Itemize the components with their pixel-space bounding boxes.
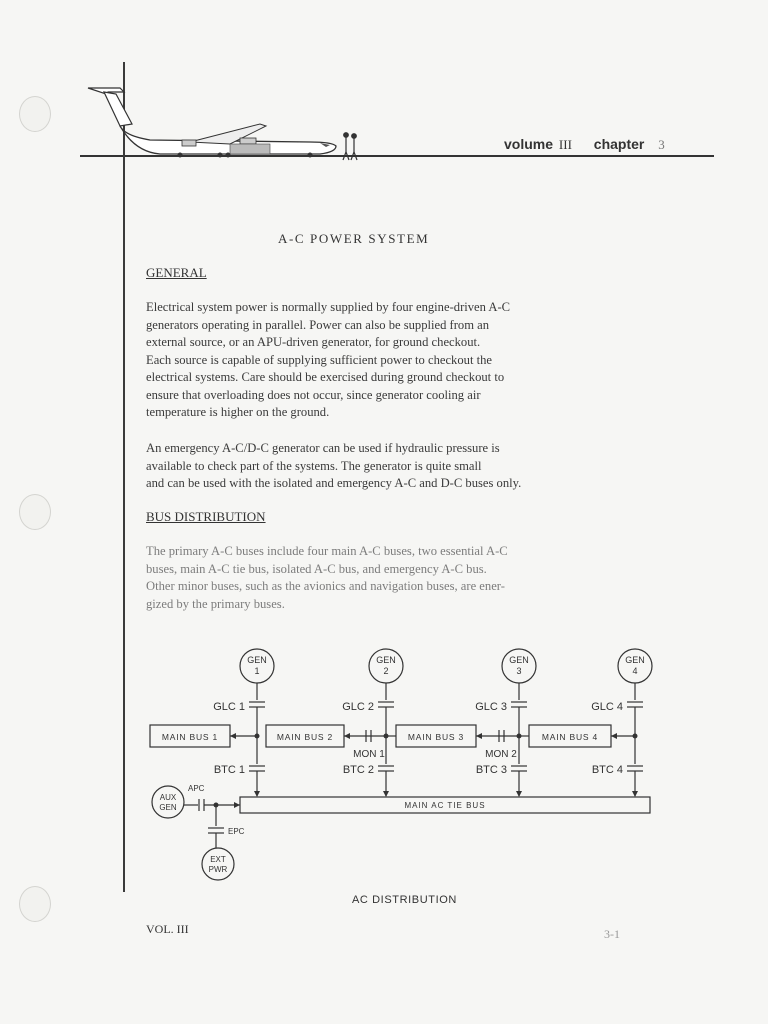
binder-hole-bottom [19,886,51,922]
gen-label-1-top: GEN [247,655,267,665]
gen-label-2-num: 2 [383,666,389,676]
aux-gen-label-top: AUX [159,793,177,802]
mon-label-2: MON 2 [485,749,517,760]
footer-page-number: 3-1 [604,927,620,941]
main-bus-label-1: MAIN BUS 1 [161,732,219,742]
btc-label-3: BTC 3 [475,764,507,776]
main-bus-label-3: MAIN BUS 3 [407,732,465,742]
btc-label-1: BTC 1 [213,764,245,776]
glc-label-1: GLC 1 [213,701,245,713]
gen-label-3-num: 3 [516,666,522,676]
epc-label: EPC [228,827,245,836]
aircraft-illustration [80,80,370,170]
gen-label-2-top: GEN [376,655,396,665]
main-bus-label-2: MAIN BUS 2 [276,732,334,742]
binder-hole-top [19,96,51,132]
general-heading: GENERAL [146,265,207,280]
tie-bus-label: MAIN AC TIE BUS [404,801,486,810]
margin-rule [123,62,125,892]
glc-label-2: GLC 2 [342,701,374,713]
bus-distribution-heading: BUS DISTRIBUTION [146,509,266,524]
gen-label-3-top: GEN [509,655,529,665]
main-bus-label-4: MAIN BUS 4 [541,732,599,742]
general-paragraph-1: Electrical system power is normally supplied by four engine-driven A-C generators operating in parallel. Power can also be supplied from an external source, or an APU-driven generator, for ground checkout. Each source is capable of supplying sufficient power to checkout the electrical systems. Care should be exercised during ground checkout to ensure that overloading does not occur, since generator cooling air temperature is higher on the ground. [146,300,511,419]
volume-chapter-header [504,136,667,153]
gen-label-4-num: 4 [632,666,638,676]
volume-label: volume [504,136,554,152]
glc-label-4: GLC 4 [591,701,623,713]
glc-label-3: GLC 3 [475,701,507,713]
page-title: A-C POWER SYSTEM [278,231,430,246]
ext-pwr-label-top: EXT [210,855,226,864]
gen-label-1-num: 1 [254,666,260,676]
mon-label-1: MON 1 [353,749,385,760]
gen-label-4-top: GEN [625,655,645,665]
ext-pwr-label-bottom: PWR [208,865,228,874]
footer-volume: VOL. III [146,922,189,936]
binder-hole-middle [19,494,51,530]
btc-label-2: BTC 2 [342,764,374,776]
btc-label-4: BTC 4 [591,764,623,776]
general-paragraph-2: An emergency A-C/D-C generator can be used if hydraulic pressure is available to check part of the systems. The generator is quite small and can be used with the isolated and emergency A-C and D-C buses only. [146,441,522,490]
chapter-label: chapter [593,136,645,152]
ac-distribution-diagram [140,640,660,890]
volume-number: III [558,137,572,152]
apc-label: APC [188,784,205,793]
diagram-caption: AC DISTRIBUTION [352,894,457,906]
bus-distribution-paragraph: The primary A-C buses include four main A-C buses, two essential A-C buses, main A-C tie bus, isolated A-C bus, and emergency A-C bus. Other minor buses, such as the avionics and navigation buses, are ener- gized by the primary buses. [146,544,508,611]
chapter-number: 3 [658,137,665,152]
aux-gen-label-bottom: GEN [159,803,177,812]
